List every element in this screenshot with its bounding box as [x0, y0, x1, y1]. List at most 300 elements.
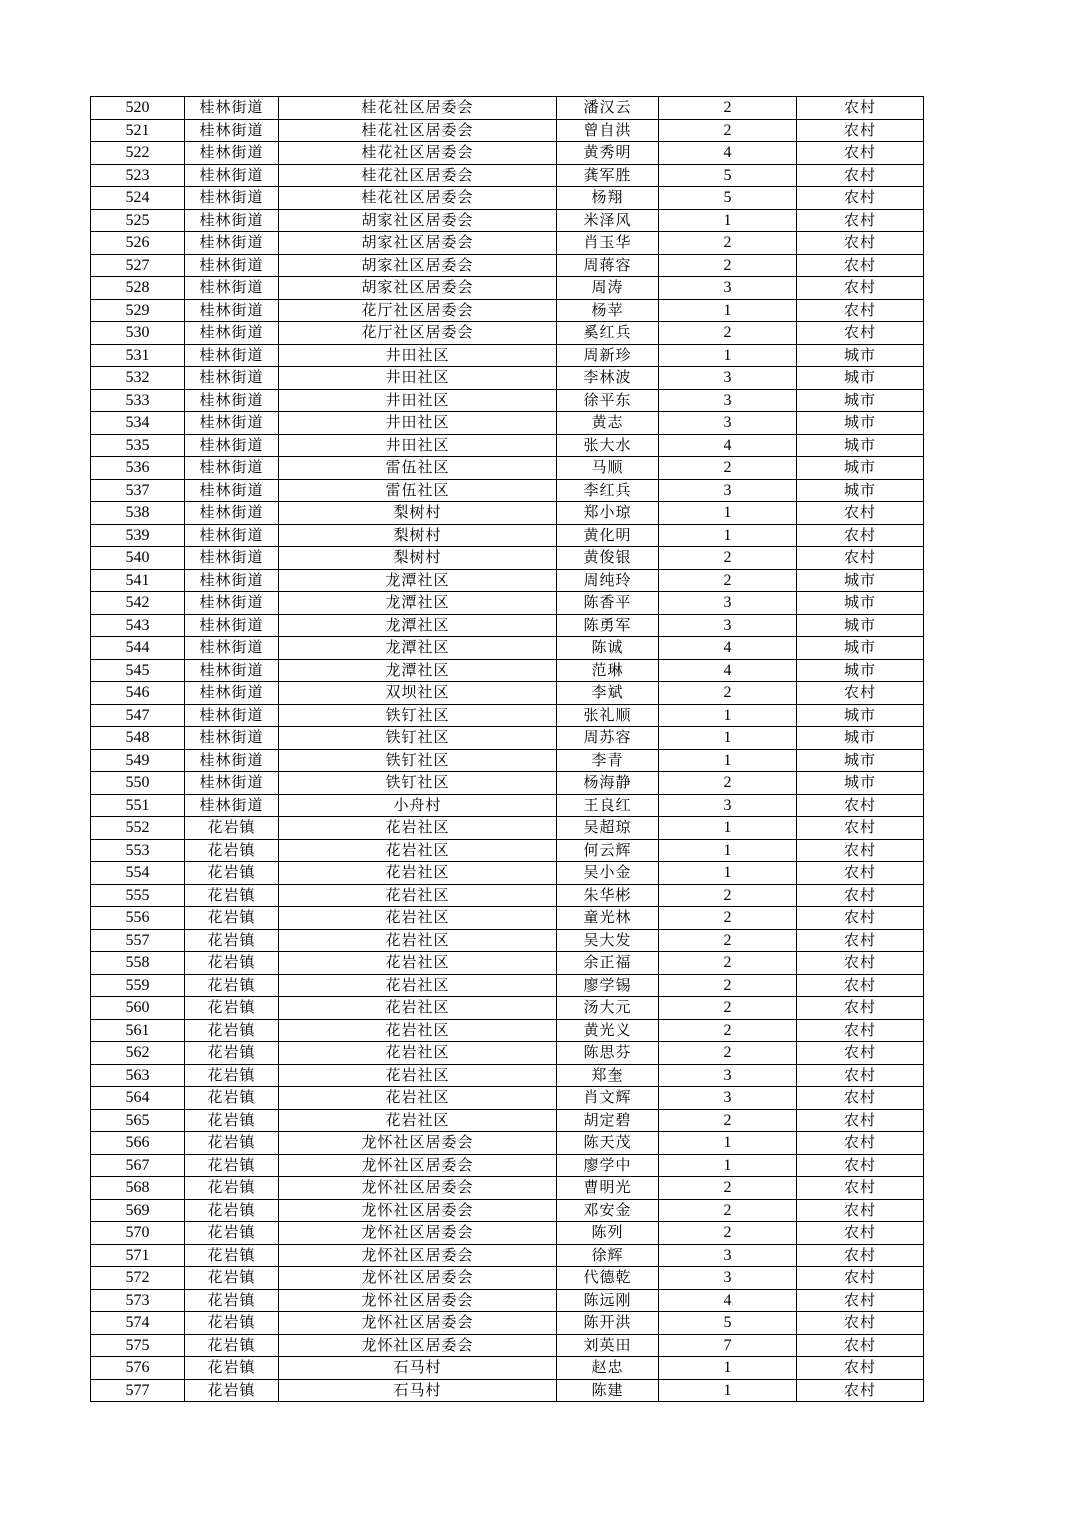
row-number-cell: 551 [91, 794, 185, 817]
type-cell: 农村 [797, 164, 924, 187]
type-cell: 农村 [797, 1244, 924, 1267]
row-number-cell: 522 [91, 142, 185, 165]
count-cell: 1 [659, 502, 797, 525]
street-cell: 桂林街道 [185, 704, 279, 727]
type-cell: 农村 [797, 524, 924, 547]
row-number-cell: 539 [91, 524, 185, 547]
community-cell: 胡家社区居委会 [279, 232, 557, 255]
community-cell: 井田社区 [279, 367, 557, 390]
count-cell: 3 [659, 389, 797, 412]
row-number-cell: 536 [91, 457, 185, 480]
community-cell: 井田社区 [279, 434, 557, 457]
name-cell: 陈远刚 [557, 1289, 659, 1312]
street-cell: 桂林街道 [185, 659, 279, 682]
name-cell: 范琳 [557, 659, 659, 682]
table-row [91, 704, 924, 727]
street-cell: 桂林街道 [185, 772, 279, 795]
street-cell: 花岩镇 [185, 952, 279, 975]
row-number-cell: 570 [91, 1222, 185, 1245]
count-cell: 1 [659, 209, 797, 232]
table-row [91, 1154, 924, 1177]
type-cell: 农村 [797, 884, 924, 907]
row-number-cell: 541 [91, 569, 185, 592]
community-cell: 花岩社区 [279, 1087, 557, 1110]
records-table [90, 96, 924, 1402]
street-cell: 桂林街道 [185, 209, 279, 232]
table-row [91, 1199, 924, 1222]
table-row [91, 412, 924, 435]
community-cell: 花岩社区 [279, 974, 557, 997]
table-row [91, 569, 924, 592]
name-cell: 陈诚 [557, 637, 659, 660]
count-cell: 2 [659, 907, 797, 930]
street-cell: 桂林街道 [185, 299, 279, 322]
name-cell: 李红兵 [557, 479, 659, 502]
name-cell: 余正福 [557, 952, 659, 975]
row-number-cell: 560 [91, 997, 185, 1020]
count-cell: 4 [659, 142, 797, 165]
community-cell: 铁钉社区 [279, 727, 557, 750]
street-cell: 桂林街道 [185, 749, 279, 772]
count-cell: 2 [659, 952, 797, 975]
type-cell: 农村 [797, 299, 924, 322]
count-cell: 1 [659, 1357, 797, 1380]
street-cell: 桂林街道 [185, 344, 279, 367]
street-cell: 桂林街道 [185, 547, 279, 570]
count-cell: 2 [659, 322, 797, 345]
community-cell: 花岩社区 [279, 997, 557, 1020]
name-cell: 童光林 [557, 907, 659, 930]
type-cell: 农村 [797, 1177, 924, 1200]
community-cell: 花岩社区 [279, 907, 557, 930]
table-row [91, 119, 924, 142]
community-cell: 雷伍社区 [279, 457, 557, 480]
street-cell: 花岩镇 [185, 1199, 279, 1222]
count-cell: 2 [659, 569, 797, 592]
community-cell: 桂花社区居委会 [279, 119, 557, 142]
row-number-cell: 573 [91, 1289, 185, 1312]
count-cell: 3 [659, 794, 797, 817]
table-row [91, 862, 924, 885]
count-cell: 2 [659, 997, 797, 1020]
name-cell: 邓安金 [557, 1199, 659, 1222]
row-number-cell: 571 [91, 1244, 185, 1267]
community-cell: 石马村 [279, 1357, 557, 1380]
type-cell: 农村 [797, 997, 924, 1020]
street-cell: 花岩镇 [185, 1087, 279, 1110]
count-cell: 3 [659, 277, 797, 300]
type-cell: 农村 [797, 1087, 924, 1110]
type-cell: 农村 [797, 907, 924, 930]
row-number-cell: 535 [91, 434, 185, 457]
table-row [91, 839, 924, 862]
community-cell: 花岩社区 [279, 929, 557, 952]
street-cell: 桂林街道 [185, 457, 279, 480]
row-number-cell: 556 [91, 907, 185, 930]
community-cell: 雷伍社区 [279, 479, 557, 502]
type-cell: 农村 [797, 682, 924, 705]
community-cell: 龙潭社区 [279, 569, 557, 592]
count-cell: 2 [659, 1109, 797, 1132]
type-cell: 农村 [797, 209, 924, 232]
count-cell: 3 [659, 1267, 797, 1290]
name-cell: 陈开洪 [557, 1312, 659, 1335]
name-cell: 吴小金 [557, 862, 659, 885]
name-cell: 肖文辉 [557, 1087, 659, 1110]
type-cell: 农村 [797, 1019, 924, 1042]
type-cell: 农村 [797, 1132, 924, 1155]
name-cell: 黄俊银 [557, 547, 659, 570]
row-number-cell: 576 [91, 1357, 185, 1380]
table-row [91, 614, 924, 637]
name-cell: 刘英田 [557, 1334, 659, 1357]
type-cell: 城市 [797, 344, 924, 367]
type-cell: 农村 [797, 1334, 924, 1357]
row-number-cell: 572 [91, 1267, 185, 1290]
row-number-cell: 555 [91, 884, 185, 907]
name-cell: 何云辉 [557, 839, 659, 862]
table-row [91, 209, 924, 232]
count-cell: 1 [659, 704, 797, 727]
table-row [91, 97, 924, 120]
community-cell: 龙潭社区 [279, 659, 557, 682]
count-cell: 5 [659, 1312, 797, 1335]
count-cell: 1 [659, 817, 797, 840]
name-cell: 周纯玲 [557, 569, 659, 592]
community-cell: 花岩社区 [279, 1042, 557, 1065]
type-cell: 农村 [797, 952, 924, 975]
table-row [91, 479, 924, 502]
street-cell: 桂林街道 [185, 637, 279, 660]
records-table-body [91, 97, 924, 1402]
table-row [91, 1244, 924, 1267]
count-cell: 2 [659, 929, 797, 952]
street-cell: 桂林街道 [185, 142, 279, 165]
type-cell: 农村 [797, 232, 924, 255]
name-cell: 廖学中 [557, 1154, 659, 1177]
community-cell: 龙怀社区居委会 [279, 1154, 557, 1177]
row-number-cell: 548 [91, 727, 185, 750]
table-row [91, 389, 924, 412]
count-cell: 3 [659, 592, 797, 615]
street-cell: 花岩镇 [185, 974, 279, 997]
street-cell: 桂林街道 [185, 479, 279, 502]
street-cell: 桂林街道 [185, 232, 279, 255]
type-cell: 城市 [797, 704, 924, 727]
count-cell: 3 [659, 1244, 797, 1267]
table-row [91, 884, 924, 907]
row-number-cell: 568 [91, 1177, 185, 1200]
community-cell: 桂花社区居委会 [279, 187, 557, 210]
community-cell: 龙怀社区居委会 [279, 1177, 557, 1200]
table-row [91, 817, 924, 840]
name-cell: 杨翔 [557, 187, 659, 210]
count-cell: 1 [659, 524, 797, 547]
street-cell: 花岩镇 [185, 1222, 279, 1245]
row-number-cell: 567 [91, 1154, 185, 1177]
type-cell: 城市 [797, 772, 924, 795]
community-cell: 铁钉社区 [279, 749, 557, 772]
type-cell: 城市 [797, 637, 924, 660]
type-cell: 农村 [797, 1222, 924, 1245]
count-cell: 7 [659, 1334, 797, 1357]
street-cell: 桂林街道 [185, 434, 279, 457]
name-cell: 李斌 [557, 682, 659, 705]
count-cell: 3 [659, 479, 797, 502]
table-row [91, 1177, 924, 1200]
street-cell: 桂林街道 [185, 367, 279, 390]
row-number-cell: 521 [91, 119, 185, 142]
row-number-cell: 559 [91, 974, 185, 997]
name-cell: 徐辉 [557, 1244, 659, 1267]
street-cell: 花岩镇 [185, 1312, 279, 1335]
row-number-cell: 528 [91, 277, 185, 300]
table-row [91, 1109, 924, 1132]
table-row [91, 1289, 924, 1312]
type-cell: 农村 [797, 97, 924, 120]
table-row [91, 1132, 924, 1155]
row-number-cell: 523 [91, 164, 185, 187]
table-row [91, 1087, 924, 1110]
table-row [91, 344, 924, 367]
row-number-cell: 575 [91, 1334, 185, 1357]
street-cell: 桂林街道 [185, 187, 279, 210]
type-cell: 城市 [797, 367, 924, 390]
table-row [91, 1379, 924, 1402]
community-cell: 龙潭社区 [279, 614, 557, 637]
street-cell: 花岩镇 [185, 1357, 279, 1380]
table-row [91, 142, 924, 165]
table-row [91, 524, 924, 547]
table-row [91, 232, 924, 255]
table-row [91, 502, 924, 525]
type-cell: 农村 [797, 794, 924, 817]
community-cell: 龙怀社区居委会 [279, 1132, 557, 1155]
name-cell: 杨海静 [557, 772, 659, 795]
community-cell: 梨树村 [279, 547, 557, 570]
table-row [91, 547, 924, 570]
street-cell: 桂林街道 [185, 119, 279, 142]
name-cell: 李林波 [557, 367, 659, 390]
name-cell: 朱华彬 [557, 884, 659, 907]
community-cell: 花岩社区 [279, 1064, 557, 1087]
community-cell: 小舟村 [279, 794, 557, 817]
row-number-cell: 526 [91, 232, 185, 255]
type-cell: 农村 [797, 254, 924, 277]
community-cell: 桂花社区居委会 [279, 97, 557, 120]
community-cell: 双坝社区 [279, 682, 557, 705]
street-cell: 花岩镇 [185, 1109, 279, 1132]
count-cell: 2 [659, 457, 797, 480]
name-cell: 黄秀明 [557, 142, 659, 165]
count-cell: 1 [659, 344, 797, 367]
type-cell: 农村 [797, 929, 924, 952]
table-row [91, 929, 924, 952]
name-cell: 赵忠 [557, 1357, 659, 1380]
count-cell: 4 [659, 434, 797, 457]
community-cell: 花岩社区 [279, 862, 557, 885]
row-number-cell: 538 [91, 502, 185, 525]
type-cell: 城市 [797, 457, 924, 480]
table-row [91, 727, 924, 750]
table-row [91, 592, 924, 615]
name-cell: 米泽风 [557, 209, 659, 232]
name-cell: 廖学锡 [557, 974, 659, 997]
community-cell: 龙怀社区居委会 [279, 1222, 557, 1245]
table-row [91, 659, 924, 682]
community-cell: 花厅社区居委会 [279, 322, 557, 345]
street-cell: 桂林街道 [185, 502, 279, 525]
row-number-cell: 534 [91, 412, 185, 435]
table-row [91, 1357, 924, 1380]
street-cell: 花岩镇 [185, 929, 279, 952]
type-cell: 农村 [797, 1267, 924, 1290]
street-cell: 花岩镇 [185, 839, 279, 862]
street-cell: 花岩镇 [185, 1132, 279, 1155]
table-row [91, 164, 924, 187]
row-number-cell: 542 [91, 592, 185, 615]
row-number-cell: 525 [91, 209, 185, 232]
count-cell: 1 [659, 749, 797, 772]
row-number-cell: 577 [91, 1379, 185, 1402]
count-cell: 3 [659, 367, 797, 390]
count-cell: 5 [659, 187, 797, 210]
type-cell: 城市 [797, 389, 924, 412]
community-cell: 龙怀社区居委会 [279, 1334, 557, 1357]
type-cell: 农村 [797, 1064, 924, 1087]
table-row [91, 367, 924, 390]
count-cell: 1 [659, 862, 797, 885]
type-cell: 城市 [797, 749, 924, 772]
count-cell: 4 [659, 1289, 797, 1312]
name-cell: 胡定碧 [557, 1109, 659, 1132]
community-cell: 胡家社区居委会 [279, 254, 557, 277]
table-row [91, 277, 924, 300]
name-cell: 黄志 [557, 412, 659, 435]
community-cell: 梨树村 [279, 502, 557, 525]
community-cell: 花厅社区居委会 [279, 299, 557, 322]
table-row [91, 1064, 924, 1087]
community-cell: 龙怀社区居委会 [279, 1267, 557, 1290]
type-cell: 城市 [797, 659, 924, 682]
row-number-cell: 574 [91, 1312, 185, 1335]
type-cell: 农村 [797, 1312, 924, 1335]
name-cell: 曾自洪 [557, 119, 659, 142]
table-row [91, 1042, 924, 1065]
name-cell: 王良红 [557, 794, 659, 817]
type-cell: 农村 [797, 817, 924, 840]
count-cell: 2 [659, 682, 797, 705]
community-cell: 井田社区 [279, 389, 557, 412]
street-cell: 花岩镇 [185, 1154, 279, 1177]
community-cell: 梨树村 [279, 524, 557, 547]
table-row [91, 457, 924, 480]
name-cell: 张大水 [557, 434, 659, 457]
count-cell: 2 [659, 772, 797, 795]
name-cell: 汤大元 [557, 997, 659, 1020]
name-cell: 周涛 [557, 277, 659, 300]
row-number-cell: 564 [91, 1087, 185, 1110]
name-cell: 周苏容 [557, 727, 659, 750]
street-cell: 桂林街道 [185, 682, 279, 705]
street-cell: 桂林街道 [185, 614, 279, 637]
row-number-cell: 529 [91, 299, 185, 322]
row-number-cell: 565 [91, 1109, 185, 1132]
name-cell: 陈香平 [557, 592, 659, 615]
street-cell: 花岩镇 [185, 907, 279, 930]
name-cell: 陈天茂 [557, 1132, 659, 1155]
count-cell: 1 [659, 299, 797, 322]
community-cell: 龙怀社区居委会 [279, 1289, 557, 1312]
name-cell: 肖玉华 [557, 232, 659, 255]
row-number-cell: 562 [91, 1042, 185, 1065]
type-cell: 城市 [797, 569, 924, 592]
street-cell: 桂林街道 [185, 97, 279, 120]
row-number-cell: 520 [91, 97, 185, 120]
street-cell: 桂林街道 [185, 277, 279, 300]
street-cell: 花岩镇 [185, 1267, 279, 1290]
name-cell: 郑奎 [557, 1064, 659, 1087]
name-cell: 马顺 [557, 457, 659, 480]
count-cell: 1 [659, 1132, 797, 1155]
name-cell: 张礼顺 [557, 704, 659, 727]
row-number-cell: 543 [91, 614, 185, 637]
count-cell: 2 [659, 547, 797, 570]
row-number-cell: 537 [91, 479, 185, 502]
street-cell: 花岩镇 [185, 817, 279, 840]
table-row [91, 1312, 924, 1335]
street-cell: 花岩镇 [185, 1334, 279, 1357]
type-cell: 城市 [797, 412, 924, 435]
name-cell: 吴超琼 [557, 817, 659, 840]
table-row [91, 974, 924, 997]
community-cell: 石马村 [279, 1379, 557, 1402]
name-cell: 李青 [557, 749, 659, 772]
type-cell: 农村 [797, 277, 924, 300]
type-cell: 农村 [797, 1154, 924, 1177]
row-number-cell: 532 [91, 367, 185, 390]
name-cell: 陈思芬 [557, 1042, 659, 1065]
count-cell: 2 [659, 1042, 797, 1065]
table-row [91, 907, 924, 930]
name-cell: 周新珍 [557, 344, 659, 367]
row-number-cell: 550 [91, 772, 185, 795]
count-cell: 1 [659, 727, 797, 750]
community-cell: 胡家社区居委会 [279, 277, 557, 300]
table-row [91, 997, 924, 1020]
type-cell: 农村 [797, 1199, 924, 1222]
name-cell: 曹明光 [557, 1177, 659, 1200]
count-cell: 2 [659, 884, 797, 907]
type-cell: 城市 [797, 727, 924, 750]
count-cell: 2 [659, 254, 797, 277]
street-cell: 桂林街道 [185, 727, 279, 750]
type-cell: 农村 [797, 119, 924, 142]
type-cell: 城市 [797, 479, 924, 502]
street-cell: 花岩镇 [185, 1019, 279, 1042]
count-cell: 2 [659, 232, 797, 255]
street-cell: 桂林街道 [185, 254, 279, 277]
community-cell: 龙怀社区居委会 [279, 1312, 557, 1335]
table-row [91, 254, 924, 277]
count-cell: 2 [659, 97, 797, 120]
name-cell: 龚军胜 [557, 164, 659, 187]
community-cell: 花岩社区 [279, 884, 557, 907]
name-cell: 代德乾 [557, 1267, 659, 1290]
street-cell: 桂林街道 [185, 389, 279, 412]
street-cell: 花岩镇 [185, 1379, 279, 1402]
type-cell: 农村 [797, 502, 924, 525]
